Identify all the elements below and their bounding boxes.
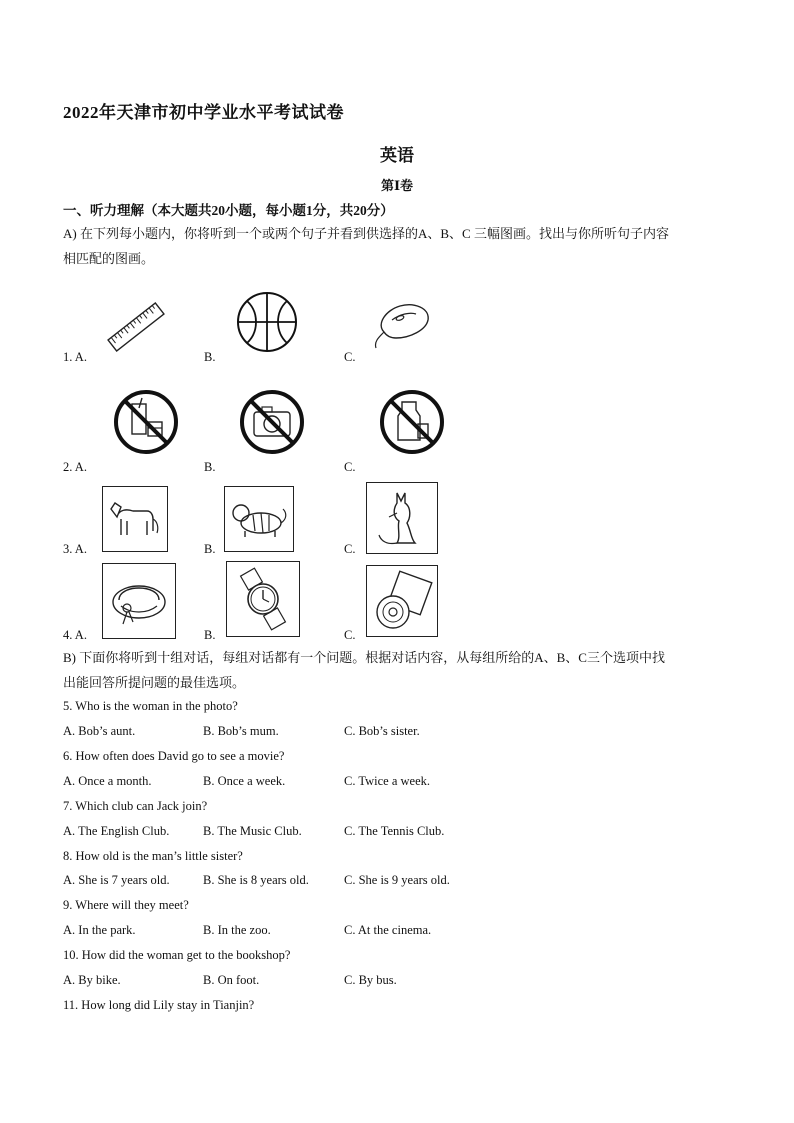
part-b-line-2: 出能回答所提问题的最佳选项。: [63, 675, 246, 690]
part-b-instruction: [63, 645, 733, 695]
kangaroo-icon[interactable]: [366, 482, 438, 554]
part-a-line-1: A) 在下列每小题内，你将听到一个或两个句子并看到供选择的A、B、C 三幅图画。找出与你所听句子内容: [63, 226, 669, 241]
row1-label-c: C.: [344, 350, 356, 364]
part-a-instruction: [63, 221, 733, 271]
volume-label: 第Ⅰ卷: [380, 178, 414, 193]
option-b[interactable]: B. In the zoo.: [203, 923, 271, 937]
option-c[interactable]: C. The Tennis Club.: [344, 824, 445, 838]
tiger-icon[interactable]: [224, 486, 294, 552]
question-text: 7. Which club can Jack join?: [63, 799, 208, 813]
question-text: 9. Where will they meet?: [63, 898, 189, 912]
hat-icon[interactable]: [102, 563, 176, 639]
option-c[interactable]: C. Bob’s sister.: [344, 724, 420, 738]
cd-icon[interactable]: [366, 565, 438, 637]
row2-label-a: 2. A.: [63, 460, 87, 474]
ruler-icon[interactable]: [104, 298, 168, 356]
no-drink-sign-icon[interactable]: [378, 388, 446, 456]
row2-label-c: C.: [344, 460, 356, 474]
row3-label-a: 3. A.: [63, 542, 87, 556]
option-b[interactable]: B. The Music Club.: [203, 824, 302, 838]
row4-label-a: 4. A.: [63, 628, 87, 642]
section-heading: 一、听力理解（本大题共20小题，每小题1分，共20分）: [63, 203, 394, 218]
question-text: 10. How did the woman get to the bookshop?: [63, 948, 291, 962]
row4-label-b: B.: [204, 628, 216, 642]
option-a[interactable]: A. She is 7 years old.: [63, 873, 170, 887]
row4-label-c: C.: [344, 628, 356, 642]
page-title: 2022年天津市初中学业水平考试试卷: [63, 103, 344, 122]
horse-icon[interactable]: [102, 486, 168, 552]
question-11: 11. How long did Lily stay in Tianjin?: [63, 998, 255, 1012]
no-camera-sign-icon[interactable]: [238, 388, 306, 456]
option-c[interactable]: C. By bus.: [344, 973, 397, 987]
question-text: 8. How old is the man’s little sister?: [63, 849, 243, 863]
computer-mouse-icon[interactable]: [370, 298, 434, 352]
option-b[interactable]: B. Once a week.: [203, 774, 286, 788]
option-c[interactable]: C. At the cinema.: [344, 923, 432, 937]
option-c[interactable]: C. She is 9 years old.: [344, 873, 450, 887]
part-a-line-2: 相匹配的图画。: [63, 251, 155, 266]
option-c[interactable]: C. Twice a week.: [344, 774, 431, 788]
question-text: 5. Who is the woman in the photo?: [63, 699, 238, 713]
no-food-sign-icon[interactable]: [112, 388, 180, 456]
row1-label-a: 1. A.: [63, 350, 87, 364]
option-b[interactable]: B. She is 8 years old.: [203, 873, 309, 887]
row3-label-b: B.: [204, 542, 216, 556]
part-b-line-1: B) 下面你将听到十组对话，每组对话都有一个问题。根据对话内容，从每组所给的A、B、C三个选项中找: [63, 650, 665, 665]
option-b[interactable]: B. On foot.: [203, 973, 260, 987]
option-a[interactable]: A. In the park.: [63, 923, 136, 937]
row3-label-c: C.: [344, 542, 356, 556]
row2-label-b: B.: [204, 460, 216, 474]
option-a[interactable]: A. By bike.: [63, 973, 121, 987]
row1-label-b: B.: [204, 350, 216, 364]
question-text: 6. How often does David go to see a movie?: [63, 749, 285, 763]
option-a[interactable]: A. Once a month.: [63, 774, 152, 788]
option-a[interactable]: A. Bob’s aunt.: [63, 724, 136, 738]
basketball-icon[interactable]: [235, 290, 299, 354]
option-a[interactable]: A. The English Club.: [63, 824, 170, 838]
option-b[interactable]: B. Bob’s mum.: [203, 724, 279, 738]
subject-title: 英语: [380, 146, 414, 165]
watch-icon[interactable]: [226, 561, 300, 637]
